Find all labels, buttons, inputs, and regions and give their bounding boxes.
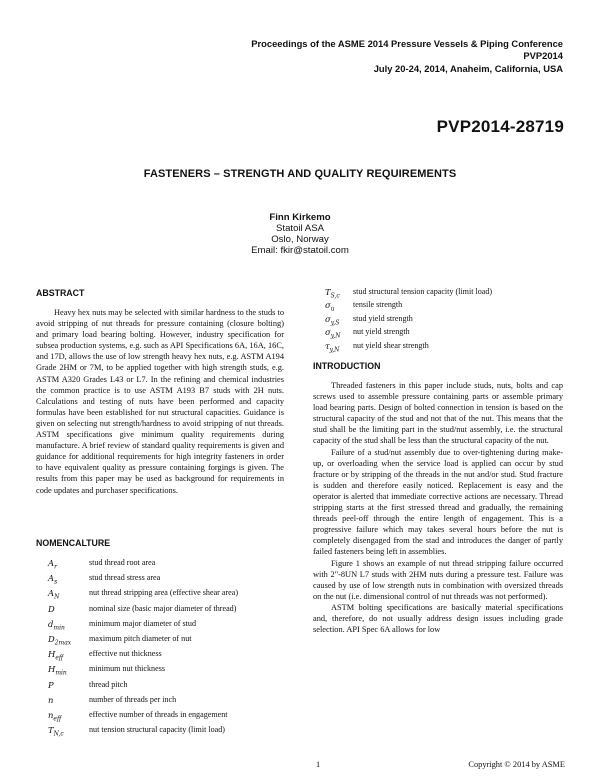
nomenclature-description: effective nut thickness — [89, 649, 162, 659]
symbol-base: T — [325, 287, 331, 297]
symbol-base: τ — [325, 340, 330, 351]
symbol-base: σ — [325, 327, 331, 338]
symbol-base: σ — [325, 300, 331, 311]
nomenclature-description: effective number of threads in engagement — [89, 710, 228, 719]
nomenclature-symbol — [48, 634, 71, 647]
nomenclature-symbol — [48, 680, 54, 693]
paper-title: FASTENERS – STRENGTH AND QUALITY REQUIREMENTS — [143, 168, 457, 180]
symbol-base: A — [48, 573, 55, 584]
author-email: Email: fkir@statoil.com — [251, 245, 349, 256]
symbol-base: T — [48, 725, 54, 736]
symbol-base: P — [48, 679, 54, 690]
nomenclature-description: nominal size (basic major diameter of thread) — [89, 603, 237, 613]
nomenclature-symbol — [48, 710, 61, 723]
nomenclature-item — [36, 573, 306, 585]
author-block — [0, 212, 600, 256]
symbol-base: A — [48, 558, 55, 568]
nomenclature-symbol — [48, 649, 63, 662]
nomenclature-symbol — [325, 341, 339, 354]
nomenclature-item — [36, 710, 306, 722]
nomenclature-description: stud yield strength — [353, 313, 413, 323]
nomenclature-description: nut thread stripping area (effective shear area) — [89, 588, 239, 598]
nomenclature-symbol — [48, 664, 67, 677]
nomenclature-item — [36, 588, 306, 600]
nomenclature-description: minimum major diameter of stud — [89, 618, 196, 628]
symbol-subscript: u — [330, 306, 335, 314]
symbol-subscript: y,N — [330, 332, 341, 340]
symbol-subscript: N — [54, 594, 60, 602]
nomenclature-symbol — [48, 619, 65, 632]
introduction-paragraph-4: ASTM bolting specifications are basically material specifications and, therefore, do not usually address design issues including grade selection. API Spec 6A allows for low — [313, 602, 563, 635]
nomenclature-item — [36, 634, 306, 646]
abstract-heading: ABSTRACT — [36, 288, 85, 298]
abstract-body — [36, 307, 284, 496]
author-name: Finn Kirkemo — [269, 212, 331, 223]
symbol-subscript: 2max — [54, 639, 72, 647]
nomenclature-description: number of threads per inch — [89, 694, 177, 704]
symbol-base: σ — [325, 313, 331, 324]
symbol-subscript: eff — [53, 715, 62, 723]
symbol-base: d — [48, 618, 54, 629]
nomenclature-description: thread pitch — [89, 679, 128, 689]
symbol-base: n — [48, 694, 54, 705]
copyright-notice: Copyright © 2014 by ASME — [468, 760, 565, 769]
nomenclature-description: nut yield shear strength — [353, 340, 429, 350]
nomenclature-item — [36, 725, 306, 737]
paper-id: PVP2014-28719 — [436, 117, 564, 136]
nomenclature-list-left — [36, 558, 306, 748]
nomenclature-description: nut yield strength — [353, 327, 410, 337]
symbol-base: H — [48, 664, 56, 675]
nomenclature-symbol — [48, 588, 59, 601]
nomenclature-item — [313, 314, 583, 326]
nomenclature-item — [36, 558, 306, 570]
nomenclature-symbol — [325, 300, 335, 313]
page-number: 1 — [316, 760, 321, 769]
symbol-base: D — [48, 634, 55, 644]
conference-code: PVP2014 — [523, 50, 563, 62]
nomenclature-symbol — [325, 327, 340, 340]
nomenclature-symbol — [48, 558, 57, 571]
nomenclature-description: stud structural tension capacity (limit load) — [353, 287, 493, 296]
introduction-body — [313, 380, 563, 635]
symbol-subscript: r — [54, 563, 57, 571]
symbol-base: n — [48, 710, 54, 720]
nomenclature-item — [36, 649, 306, 661]
nomenclature-item — [313, 300, 583, 312]
symbol-base: H — [48, 649, 56, 660]
nomenclature-symbol — [48, 725, 64, 738]
nomenclature-description: maximum pitch diameter of nut — [89, 634, 192, 643]
nomenclature-item — [36, 664, 306, 676]
nomenclature-item — [313, 341, 583, 353]
nomenclature-item — [36, 695, 306, 707]
author-location: Oslo, Norway — [271, 234, 329, 245]
introduction-heading: INTRODUCTION — [313, 361, 381, 371]
nomenclature-description: tensile strength — [353, 300, 403, 310]
nomenclature-description: stud thread stress area — [89, 573, 161, 583]
author-affiliation: Statoil ASA — [276, 223, 324, 234]
nomenclature-heading: NOMENCALTURE — [36, 538, 111, 548]
nomenclature-item — [36, 680, 306, 692]
nomenclature-symbol — [325, 314, 339, 327]
nomenclature-symbol — [48, 695, 53, 708]
introduction-paragraph-1: Threaded fasteners in this paper include studs, nuts, bolts and cap screws used to assemble pressure containing parts or assemble primary load bearing parts. Design of bolted connection in tension is based on the structural capacity of the stud and not that of the nut. This means that the stud shall be the limiting part in the stud/nut assembly, i.e. the structural capacity of the stud shall be less than the structural capacity of the nut. — [313, 381, 563, 446]
symbol-subscript: y,N — [329, 346, 340, 354]
nomenclature-list-right — [313, 287, 573, 357]
conference-header — [251, 38, 563, 75]
symbol-subscript: eff — [55, 654, 64, 662]
nomenclature-item — [313, 287, 583, 299]
symbol-subscript: min — [55, 670, 67, 678]
symbol-subscript: min — [53, 624, 65, 632]
symbol-base: D — [48, 603, 55, 614]
symbol-subscript: s — [54, 578, 58, 586]
nomenclature-item — [36, 619, 306, 631]
introduction-paragraph-2: Failure of a stud/nut assembly due to over-tightening during make-up, or overloading when the service load is applied can occur by stud fracture or by stripping of the threads in the nut and/or stud. Stud fracture is sudden and therefore easily noticed. Replacement is easy and the operator is alerted that immediate corrective actions are necessary. Thread stripping starts at the first stressed thread and gradually, the remaining threads peel-off through the entire length of engagement. This is a progressive failure which may takes several hours before the nut is completely disengaged from the stad and introduces the danger of partly failed fasteners being left in assemblies. — [313, 447, 563, 557]
conference-dates: July 20-24, 2014, Anaheim, California, USA — [373, 62, 563, 74]
nomenclature-symbol — [48, 604, 55, 617]
symbol-base: A — [48, 588, 55, 599]
nomenclature-symbol — [48, 573, 57, 586]
symbol-subscript: N,c — [53, 730, 64, 738]
nomenclature-description: stud thread root area — [89, 558, 156, 567]
nomenclature-item — [36, 604, 306, 616]
nomenclature-description: nut tension structural capacity (limit load) — [89, 725, 225, 735]
nomenclature-symbol — [325, 287, 340, 300]
symbol-subscript: y,S — [330, 319, 340, 327]
conference-name: Proceedings of the ASME 2014 Pressure Vessels & Piping Conference — [251, 38, 563, 49]
nomenclature-item — [313, 327, 583, 339]
symbol-subscript: S,c — [330, 292, 340, 300]
introduction-paragraph-3: Figure 1 shows an example of nut thread stripping failure occurred with 2"-8UN L7 studs with 2HM nuts during a pressure test. Failure was caused by use of low strength nuts in combination with oversized threads on the nut (i.e. dimensional control of nut threads was not performed). — [313, 558, 563, 601]
nomenclature-description: minimum nut thickness — [89, 664, 165, 674]
abstract-text: Heavy hex nuts may be selected with similar hardness to the studs to avoid stripping of nut threads for pressure containing (closure bolting) and primary load bearing bolting. However, industry specification for subsea production systems, e.g. such as API Specifications 6A, 16A, 16C, and 17D, allows the use of low strength heavy hex nuts, e.g. ASTM A194 Grade 2HM or 7M, to be applied together with high strength studs, e.g. ASTM A320 Grades L43 or L7. In the refining and chemical industries the common practice is to use ASTM A193 B7 studs with 2H nuts. Calculations and testing of nuts have been performed and capacity formulas have been established for nut structural capacities. Guidance is given on selecting nut strength/hardness to avoid stripping of nut threads. ASTM specifications give minimum quality requirements during manufacture. A brief review of standard quality requirements is given and guidance for additional requirements for high integrity fasteners in order to have equivalent quality as pressure containing forgings is given. The results from this paper may be used as background for requirements in code updates and purchaser specifications. — [36, 308, 284, 495]
